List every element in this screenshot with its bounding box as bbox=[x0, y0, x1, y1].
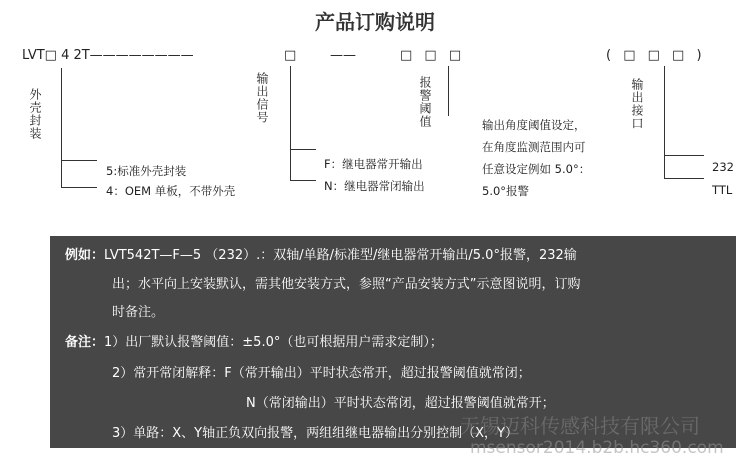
threshold-text-4: 5.0°报警 bbox=[482, 184, 530, 198]
example-line-3: 时备注。 bbox=[112, 305, 165, 320]
threshold-text-3: 任意设定例如 5.0°： bbox=[482, 162, 591, 176]
output-branch-line bbox=[290, 180, 316, 181]
page-title: 产品订购说明 bbox=[315, 10, 435, 34]
note-line-1: 1）出厂默认报警阈值：±5.0°（也可根据用户需求定制）； bbox=[104, 335, 443, 350]
note-label: 备注： bbox=[65, 335, 105, 350]
model-code-prefix: LVT□ 4 2T———————— bbox=[22, 48, 194, 63]
model-code-interface-boxes: ( □ □ □ ) bbox=[606, 48, 706, 63]
housing-branch-line bbox=[61, 160, 97, 161]
interface-branch-line bbox=[664, 155, 704, 156]
model-code-threshold-boxes: □ □ □ bbox=[400, 48, 466, 63]
interface-option-232: 232 bbox=[712, 160, 734, 174]
housing-label: 外壳封装 bbox=[28, 88, 42, 140]
output-option-f: F：继电器常开输出 bbox=[324, 157, 423, 171]
housing-option-4: 4：OEM 单板，不带外壳 bbox=[106, 184, 236, 198]
watermark-url: msensor2014.b2b.hc360.com bbox=[470, 438, 724, 458]
output-option-n: N：继电器常闭输出 bbox=[324, 179, 425, 193]
housing-branch-line bbox=[61, 187, 97, 188]
alarm-threshold-label: 报警阈值 bbox=[418, 76, 432, 128]
model-code-dash: —— bbox=[330, 48, 356, 63]
output-branch-line bbox=[290, 149, 316, 150]
housing-option-5: 5:标准外壳封装 bbox=[106, 164, 187, 178]
threshold-leader-line bbox=[448, 66, 449, 116]
output-leader-line bbox=[290, 66, 291, 181]
threshold-text-2: 在角度监测范围内可 bbox=[482, 140, 586, 154]
note-line-2: 2）常开常闭解释：F（常开输出）平时状态常开，超过报警阈值就常闭； bbox=[112, 366, 531, 381]
example-label: 例如： bbox=[65, 248, 105, 263]
note-line-4: 3）单路：X、Y轴正负双向报警，两组组继电器输出分别控制（X，Y） bbox=[112, 426, 518, 441]
interface-branch-line bbox=[664, 178, 704, 179]
output-signal-label: 输出信号 bbox=[255, 72, 269, 124]
watermark-company: 无锡迈科传感科技有限公司 bbox=[460, 414, 700, 438]
output-interface-label: 输出接口 bbox=[630, 78, 644, 130]
interface-leader-line bbox=[664, 66, 665, 179]
example-line-2: 出；水平向上安装默认，需其他安装方式，参照“产品安装方式”示意图说明，订购 bbox=[112, 277, 581, 292]
model-code-output-box: □ bbox=[284, 48, 297, 63]
note-line-3: N（常闭输出）平时状态常闭，超过报警阈值就常开； bbox=[246, 396, 555, 411]
threshold-text-1: 输出角度阈值设定， bbox=[482, 118, 586, 132]
housing-leader-line bbox=[61, 68, 62, 188]
example-line-1: LVT542T—F—5 （232）.：双轴/单路/标准型/继电器常开输出/5.0°报警，232输 bbox=[104, 248, 577, 263]
interface-option-ttl: TTL bbox=[712, 183, 733, 197]
